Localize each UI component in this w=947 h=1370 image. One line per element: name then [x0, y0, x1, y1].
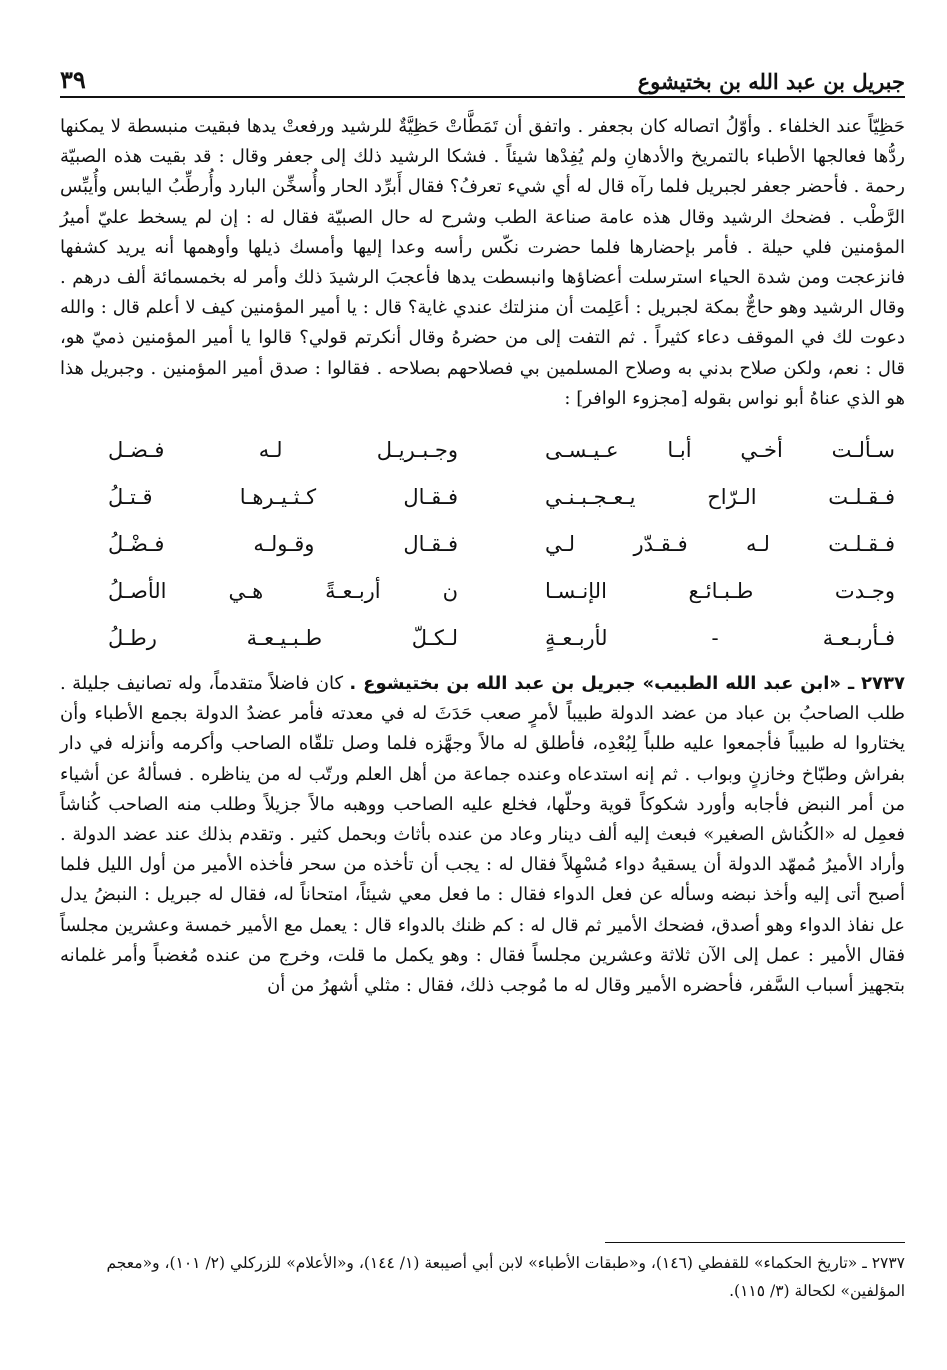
- verse-second-hemistich: وجـبـريـل لـه فـضـل: [108, 437, 458, 462]
- poem: [60, 426, 905, 661]
- entry-heading: ٢٧٣٧ ـ «ابن عبد الله الطبيب» جبريل بن عبد الله بن بختيشوع .: [349, 673, 905, 695]
- verse-first-hemistich: فـقـلـت لـه فـقـدّر لـي: [545, 531, 895, 556]
- verse-second-hemistich: ن أربـعـةً هـي الأصـلُ: [108, 578, 458, 603]
- verse-first-hemistich: فـقـلـت الـرّاح يـعـجـبـنـي: [545, 484, 895, 509]
- running-header: [60, 52, 905, 98]
- poem-verse: [60, 614, 905, 661]
- poem-verse: [60, 426, 905, 473]
- verse-second-hemistich: فـقـال وقـولـه فـضْـلُ: [108, 531, 458, 556]
- page-number: ٣٩: [60, 65, 86, 94]
- biography-entry: [60, 669, 905, 1001]
- main-text: [60, 112, 905, 414]
- verse-second-hemistich: لـكـلّ طـبـيـعـة رطـلُ: [108, 625, 458, 650]
- verse-first-hemistich: سـألـت أخـي أبـا عـيـسـى: [545, 437, 895, 462]
- entry-text: كان فاضلاً متقدماً، وله تصانيف جليلة . طلب الصاحبُ بن عباد من عضد الدولة طبيباً لأمرٍ صعب حَدَثَ له في معدته فأمر عضدُ الدولة بجمع الأطباء وأن يختاروا له طبيباً فأجمعوا عليه طلباً لِبُعْدِه، فأطلق له مالاً وجهَّزه فلما وصل تلقّاه الصاحب وأكرمه وأنزله في دار بفراش وطبّاخ وخازنٍ وبواب . ثم إنه استدعاه وعنده جماعة من أهل العلم ورتّب له من يناظره . فسألهُ عن أشياء من أمر النبض فأجابه وأورد شكوكاً قوية وحلّها، فخلع عليه الصاحب ووهبه مالاً جزيلاً وطلب منه الصاحب كُناشاً فعمِل له «الكُناش الصغير» فبعث إليه ألف دينار وعاد من عنده بأثاث وبحمل كثير . وتقدم بذلك عند عضد الدولة . وأراد الأميرُ مُمهّد الدولة أن يسقيهُ دواء مُسْهِلاً فقال له : يجب أن تأخذه من سحر فأخذه الأمير من أول الليل فلما أصبح أتى إليه وأخذ نبضه وسأله عن فعل الدواء فقال : ما فعل معي شيئاً، امتحاناً له، فقال له جبريل : النبضُ يدل عل نفاذ الدواء وهو أصدق، فضحك الأمير ثم قال له : كم ظنك بالدواء قال : يعمل مع الأمير خمسة وعشرين مجلساً فقال الأمير : عمل إلى الآن ثلاثة وعشرين مجلساً فقال : وهو يكمل ما قلت، وخرج من عنده مُغضباً وأمر غلمانه بتجهيز أسباب السَّفر، فأحضره الأمير وقال له ما مُوجب ذلك، فقال : مثلي أشهرُ من أن: [60, 673, 905, 997]
- book-page: [60, 52, 905, 1342]
- poem-verse: [60, 520, 905, 567]
- paragraph: حَظِيّاً عند الخلفاء . وأوّلُ اتصاله كان بجعفر . واتفق أن تَمَطَّاتْ حَظِيَّةٌ للرشيد ورفعتْ يدها فبقيت منبسطة لا يمكنها ردُّها فعالجها الأطباء بالتمريخ والأدهانِ ولم يُفِدْها شيئاً . فشكا الرشيد ذلك إلى جعفر وقال : قد بقيت هذه الصبيّة رحمة . فأحضر جعفر لجبريل فلما رآه قال له أي شيء تعرفُ؟ فقال أَبرِّد الحار وأُسخِّن البارد وأُرطِّبُ اليابس وأُيبِّس الرَّطْب . فضحك الرشيد وقال هذه عامة صناعة الطب وشرح له حال الصبيّة فقال له : إن لم يسخط عليّ أميرُ المؤمنين فلي حيلة . فأمر بإحضارها فلما حضرت نكّس رأسه وعدا إليها وأمسك ذيلها وأوهمها أنه يريد كشفها فانزعجت ومن شدة الحياء استرسلت أعضاؤها وانبسطت يدها فأعجبَ الرشيدَ ذلك وأمر له بخمسمائة ألف درهم . وقال الرشيد وهو حاجٌّ بمكة لجبريل : أعَلِمت أن منزلتك عندي غاية؟ قال : يا أمير المؤمنين كيف لا أعلم قال : والله دعوت لك في الموقف دعاء كثيراً . ثم التفت إلى من حضرهُ وقال أنكرتم قولي؟ قالوا يا أمير المؤمنين ذميّ هو، قال : نعم، ولكن صلاح بدني به وصلاح المسلمين بي فصلاحهم بصلاحه . فقالوا : صدق أمير المؤمنين . وجبريل هذا هو الذي عناهُ أبو نواس بقوله [مجزوء الوافر] :: [60, 116, 905, 409]
- running-title: جبريل بن عبد الله بن بختيشوع: [637, 69, 905, 94]
- footnote: ٢٧٣٧ ـ «تاريخ الحكماء» للقفطي (١٤٦)، و«طبقات الأطباء» لابن أبي أصيبعة (١/ ١٤٤)، و«الأعلام» للزركلي (٢/ ١٠١)، و«معجم المؤلفين» لكحالة (٣/ ١١٥).: [106, 1254, 905, 1300]
- footnote-divider: [605, 1242, 905, 1243]
- verse-second-hemistich: فـقـال كـثـيـرهـا قـتـلُ: [108, 484, 458, 509]
- verse-first-hemistich: فـأربـعـة - لأربـعـةٍ: [545, 625, 895, 650]
- poem-verse: [60, 567, 905, 614]
- footnotes: [60, 1242, 905, 1305]
- poem-verse: [60, 473, 905, 520]
- verse-first-hemistich: وجـدت طـبـائـع الإنـسـا: [545, 578, 895, 603]
